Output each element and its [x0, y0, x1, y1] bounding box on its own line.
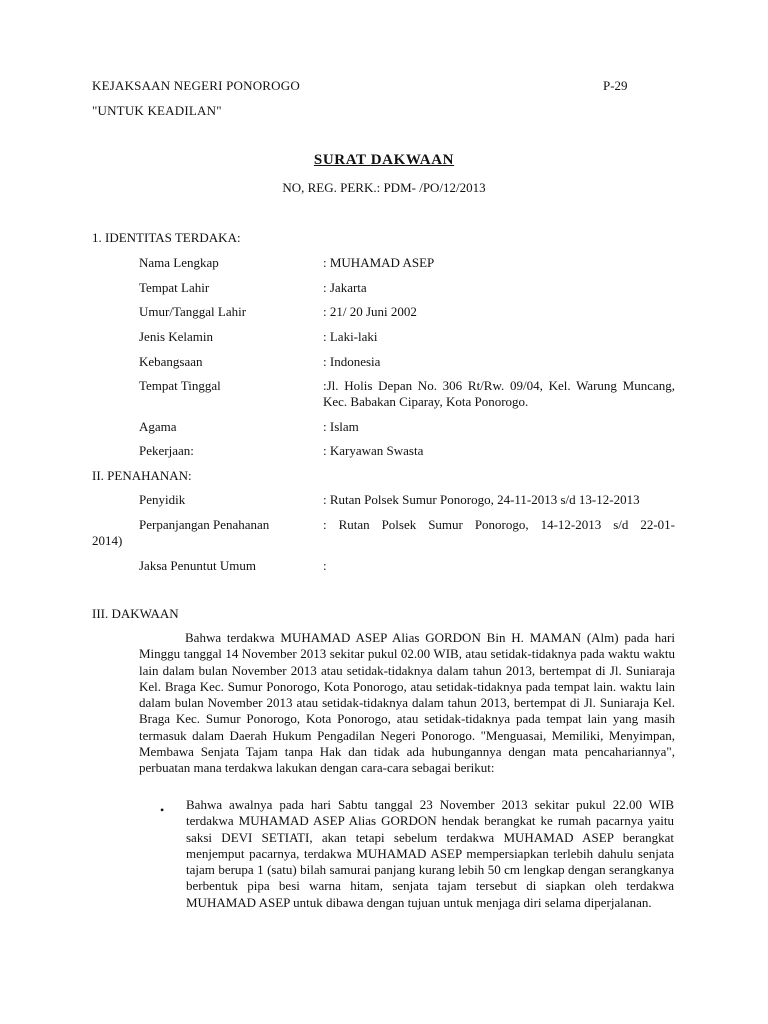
form-code: P-29	[603, 78, 628, 93]
field-value: : Indonesia	[323, 354, 381, 369]
field-value: : 21/ 20 Juni 2002	[323, 304, 417, 319]
bullet-icon: •	[160, 803, 165, 817]
field-label: Agama	[139, 419, 177, 434]
indictment-paragraph	[139, 630, 675, 777]
field-value: : Laki-laki	[323, 329, 378, 344]
field-label: Kebangsaan	[139, 354, 203, 369]
field-value: : Rutan Polsek Sumur Ponorogo, 14-12-2013 s/d 22-01-	[323, 517, 675, 532]
field-value: : Rutan Polsek Sumur Ponorogo, 24-11-2013 s/d 13-12-2013	[323, 492, 640, 507]
field-label: Pekerjaan:	[139, 443, 194, 458]
field-label: Tempat Tinggal	[139, 378, 221, 393]
field-value: :Jl. Holis Depan No. 306 Rt/Rw. 09/04, Kel. Warung Muncang, Kec. Babakan Ciparay, Kota Ponorogo.	[323, 378, 675, 409]
field-label: Nama Lengkap	[139, 255, 219, 270]
field-label: Perpanjangan Penahanan	[139, 517, 270, 532]
section-indictment-heading: III. DAKWAAN	[92, 606, 179, 621]
field-label: Umur/Tanggal Lahir	[139, 304, 247, 319]
field-label: Penyidik	[139, 492, 186, 507]
field-value: : Karyawan Swasta	[323, 443, 424, 458]
motto: "UNTUK KEADILAN"	[92, 103, 222, 118]
field-value: : Islam	[323, 419, 359, 434]
section-identity-heading: 1. IDENTITAS TERDAKA:	[92, 230, 241, 245]
field-label: Jaksa Penuntut Umum	[139, 558, 256, 573]
indictment-text: Bahwa terdakwa MUHAMAD ASEP Alias GORDON Bin H. MAMAN (Alm) pada hari Minggu tanggal 14 November 2013 sekitar pukul 02.00 WIB, atau setidak-tidaknya pada waktu waktu lain dalam bulan November 2013 atau setidak-tidaknya dalam tahun 2013, bertempat di Jl. Suniaraja Kel. Braga Kec. Sumur Ponorogo, Kota Ponorogo, atau setidak-tidaknya pada tempat lain. waktu lain dalam bulan November 2013 atau setidak-tidaknya dalam tahun 2013, bertempat di Jl. Suniaraja Kel. Braga Kec. Sumur Ponorogo, Kota Ponorogo, atau setidak-tidaknya pada tempat lain yang masih termasuk dalam Daerah Hukum Pengadilan Negeri Ponorogo. "Menguasai, Memiliki, Menyimpan, Membawa Senjata Tajam tanpa Hak dan tidak ada hubungannya dengan mata pencahariannya", perbuatan mana terdakwa lakukan dengan cara-cara sebagai berikut:	[139, 630, 675, 776]
field-value: :	[323, 558, 327, 573]
document-title: SURAT DAKWAAN	[313, 152, 455, 168]
field-label: Tempat Lahir	[139, 280, 210, 295]
office-name: KEJAKSAAN NEGERI PONOROGO	[92, 78, 300, 93]
field-value-continuation: 2014)	[92, 533, 123, 548]
section-detention-heading: II. PENAHANAN:	[92, 468, 192, 483]
registration-number: NO, REG. PERK.: PDM- /PO/12/2013	[282, 180, 486, 195]
field-label: Jenis Kelamin	[139, 329, 214, 344]
bullet-item: Bahwa awalnya pada hari Sabtu tanggal 23 November 2013 sekitar pukul 22.00 WIB terdakwa MUHAMAD ASEP Alias GORDON hendak berangkat ke rumah pacarnya yaitu saksi DEVI SETIATI, akan tetapi sebelum terdakwa MUHAMAD ASEP berangkat menjemput pacarnya, terdakwa MUHAMAD ASEP mempersiapkan terlebih dahulu senjata tajam berupa 1 (satu) bilah samurai panjang kurang lebih 50 cm lengkap dengan serangkanya berbentuk pipa besi warna hitam, senjata tajam tersebut di siapkan oleh terdakwa MUHAMAD ASEP untuk dibawa dengan tujuan untuk menjaga diri selama diperjalanan.	[186, 797, 674, 910]
field-value: : Jakarta	[323, 280, 367, 295]
field-value: : MUHAMAD ASEP	[323, 255, 435, 270]
